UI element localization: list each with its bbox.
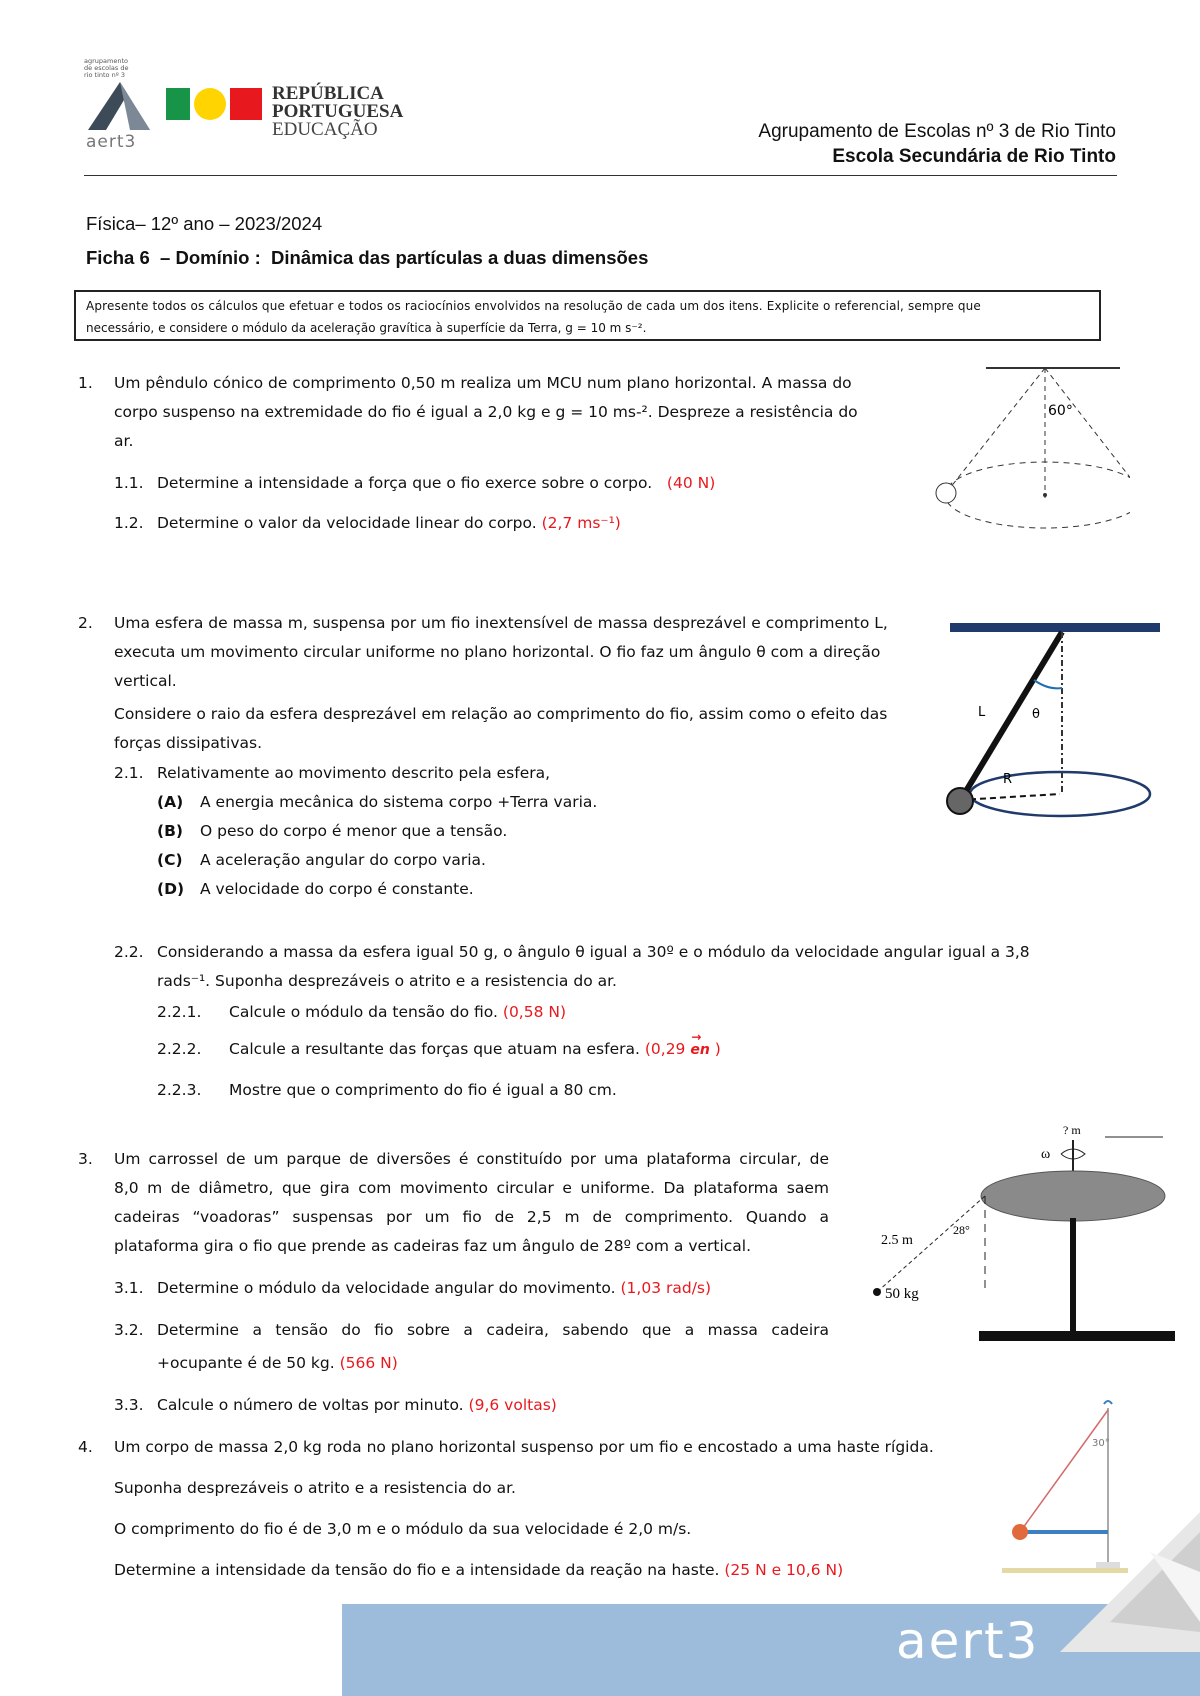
q2-2-2-answer: (0,29 → en ) bbox=[645, 1040, 721, 1058]
q3-line-4: plataforma gira o fio que prende as cadeiras faz um ângulo de 28º com a vertical. bbox=[114, 1237, 752, 1255]
school-logo-icon bbox=[86, 80, 152, 132]
central-pole bbox=[1070, 1218, 1076, 1334]
q2-option-b-text: O peso do corpo é menor que a tensão. bbox=[200, 822, 508, 840]
q2-line-5: forças dissipativas. bbox=[114, 734, 262, 752]
flag-green-block bbox=[166, 88, 190, 120]
center-point bbox=[1043, 493, 1047, 497]
school-name: Escola Secundária de Rio Tinto bbox=[832, 146, 1116, 167]
platform-disk bbox=[981, 1171, 1165, 1221]
q2-line-2: executa um movimento circular uniforme no plano horizontal. O fio faz um ângulo θ com a direção bbox=[114, 643, 881, 661]
republic-flag-mark bbox=[166, 88, 266, 120]
q3-3-text: Calcule o número de voltas por minuto. (9,6 voltas) bbox=[157, 1396, 557, 1414]
orbit-ellipse bbox=[945, 462, 1130, 528]
footer-brand: aert3 bbox=[896, 1612, 1040, 1670]
school-logo bbox=[84, 58, 154, 153]
q3-3-number: 3.3. bbox=[114, 1396, 144, 1414]
q2-option-d-text: A velocidade do corpo é constante. bbox=[200, 880, 474, 898]
course-line: Física– 12º ano – 2023/2024 bbox=[86, 213, 323, 234]
flag-red-block bbox=[230, 88, 262, 120]
q1-1-answer: (40 N) bbox=[666, 474, 716, 492]
base-bar bbox=[979, 1331, 1175, 1341]
fig-theta-label: θ bbox=[1032, 707, 1040, 722]
q2-option-c-text: A aceleração angular do corpo varia. bbox=[200, 851, 486, 869]
q1-figure-angle: 60° bbox=[1048, 403, 1073, 419]
q2-2-2-text: Calcule a resultante das forças que atuam na esfera. (0,29 → en ) bbox=[229, 1035, 721, 1065]
q2-option-c-label: (C) bbox=[157, 851, 183, 869]
sheet-title: Ficha 6 – Domínio : Dinâmica das partículas a duas dimensões bbox=[86, 247, 649, 268]
q2-2-1-answer: (0,58 N) bbox=[502, 1003, 567, 1021]
ball bbox=[1012, 1524, 1028, 1540]
q3-line-3: cadeiras “voadoras” suspensas por um fio de 2,5 m de comprimento. Quando a bbox=[114, 1208, 829, 1226]
q1-1-text: Determine a intensidade a força que o fio exerce sobre o corpo. (40 N) bbox=[157, 474, 716, 492]
q1-2-text: Determine o valor da velocidade linear do corpo. (2,7 ms⁻¹) bbox=[157, 514, 621, 532]
rotation-arrow bbox=[1104, 1401, 1112, 1404]
fig-angle-label: 30° bbox=[1092, 1438, 1110, 1449]
ceiling-bar bbox=[950, 623, 1160, 632]
q2-option-b-label: (B) bbox=[157, 822, 183, 840]
q2-1-text: Relativamente ao movimento descrito pela esfera, bbox=[157, 764, 551, 782]
q1-1-number: 1.1. bbox=[114, 474, 144, 492]
q2-2-1-number: 2.2.1. bbox=[157, 1003, 202, 1021]
fig-angle-label: 28° bbox=[953, 1223, 970, 1237]
q1-2-number: 1.2. bbox=[114, 514, 144, 532]
instructions-line-2: necessário, e considere o módulo da aceleração gravítica à superfície da Terra, g = 10 m s⁻². bbox=[86, 321, 647, 335]
q1-line-3: ar. bbox=[114, 432, 134, 450]
fig-length-label: 2.5 m bbox=[881, 1233, 913, 1248]
q4-answer: (25 N e 10,6 N) bbox=[724, 1561, 844, 1579]
q3-line-2: 8,0 m de diâmetro, que gira com movimento circular e uniforme. Da plataforma saem bbox=[114, 1179, 829, 1197]
q1-line-1: Um pêndulo cónico de comprimento 0,50 m realiza um MCU num plano horizontal. A massa do bbox=[114, 374, 852, 392]
instructions-box bbox=[74, 290, 1101, 341]
q4-line-4: Determine a intensidade da tensão do fio e a intensidade da reação na haste. (25 N e 10,6 N) bbox=[114, 1561, 844, 1579]
q2-line-1: Uma esfera de massa m, suspensa por um fio inextensível de massa desprezável e comprimento L, bbox=[114, 614, 888, 632]
q4-line-2: Suponha desprezáveis o atrito e a resistencia do ar. bbox=[114, 1479, 516, 1497]
q3-1-answer: (1,03 rad/s) bbox=[620, 1279, 712, 1297]
fig-top-label: ? m bbox=[1063, 1123, 1081, 1137]
conical-pendulum-figure bbox=[930, 360, 1130, 540]
fig-length-label: L bbox=[978, 705, 986, 720]
q2-2-2-number: 2.2.2. bbox=[157, 1040, 202, 1058]
header-divider bbox=[84, 175, 1117, 176]
fig-omega-label: ω bbox=[1041, 1147, 1051, 1162]
q2-line-3: vertical. bbox=[114, 672, 177, 690]
q2-2-number: 2.2. bbox=[114, 943, 144, 961]
q3-2-line-1: Determine a tensão do fio sobre a cadeira, sabendo que a massa cadeira bbox=[157, 1321, 829, 1339]
q2-line-4: Considere o raio da esfera desprezável em relação ao comprimento do fio, assim como o efeito das bbox=[114, 705, 888, 723]
q4-number: 4. bbox=[78, 1438, 93, 1456]
string-right bbox=[1045, 368, 1130, 498]
radius-line bbox=[960, 794, 1060, 800]
q2-2-1-text: Calcule o módulo da tensão do fio. (0,58 N) bbox=[229, 1003, 567, 1021]
q3-1-text: Determine o módulo da velocidade angular do movimento. (1,03 rad/s) bbox=[157, 1279, 712, 1297]
q2-option-a-text: A energia mecânica do sistema corpo +Terra varia. bbox=[200, 793, 598, 811]
q1-number: 1. bbox=[78, 374, 93, 392]
q2-2-line-1: Considerando a massa da esfera igual 50 g, o ângulo θ igual a 30º e o módulo da velocidade angular igual a 3,8 bbox=[157, 943, 1030, 961]
q3-2-number: 3.2. bbox=[114, 1321, 144, 1339]
sphere bbox=[947, 788, 973, 814]
q3-1-number: 3.1. bbox=[114, 1279, 144, 1297]
sphere-pendulum-figure bbox=[940, 618, 1162, 818]
q2-option-a-label: (A) bbox=[157, 793, 184, 811]
q4-line-3: O comprimento do fio é de 3,0 m e o módulo da sua velocidade é 2,0 m/s. bbox=[114, 1520, 692, 1538]
angle-arc bbox=[1034, 680, 1062, 688]
q1-line-2: corpo suspenso na extremidade do fio é igual a 2,0 kg e g = 10 ms-². Despreze a resistência do bbox=[114, 403, 858, 421]
carousel-figure bbox=[865, 1122, 1175, 1350]
q1-2-answer: (2,7 ms⁻¹) bbox=[541, 514, 621, 532]
q2-2-3-text: Mostre que o comprimento do fio é igual a 80 cm. bbox=[229, 1081, 617, 1099]
q3-2-answer: (566 N) bbox=[339, 1354, 398, 1372]
q2-2-line-2: rads⁻¹. Suponha desprezáveis o atrito e a resistencia do ar. bbox=[157, 972, 617, 990]
q3-line-1: Um carrossel de um parque de diversões é constituído por uma plataforma circular, de bbox=[114, 1150, 829, 1168]
flag-yellow-circle bbox=[194, 88, 226, 120]
q2-number: 2. bbox=[78, 614, 93, 632]
mass-left bbox=[936, 483, 956, 503]
school-logo-small-text: agrupamento de escolas de rio tinto nº 3 bbox=[84, 57, 129, 79]
q3-number: 3. bbox=[78, 1150, 93, 1168]
unit-vector-arrow-icon: → bbox=[691, 1030, 702, 1044]
q3-2-line-2: +ocupante é de 50 kg. (566 N) bbox=[157, 1354, 398, 1372]
fig-radius-label: R bbox=[1003, 772, 1013, 787]
chair-mass bbox=[873, 1288, 881, 1296]
footer-logo-icon bbox=[1050, 1512, 1200, 1662]
fig-mass-label: 50 kg bbox=[885, 1286, 919, 1302]
unit-vector-en: → en bbox=[690, 1036, 709, 1065]
q4-line-1: Um corpo de massa 2,0 kg roda no plano horizontal suspenso por um fio e encostado a uma haste rígida. bbox=[114, 1438, 934, 1456]
aert-label: aert3 bbox=[86, 132, 137, 152]
school-group-name: Agrupamento de Escolas nº 3 de Rio Tinto bbox=[758, 121, 1116, 142]
instructions-line-1: Apresente todos os cálculos que efetuar e todos os raciocínios envolvidos na resolução de cada um dos itens. Explicite o referencial, sempre que bbox=[86, 299, 981, 313]
q2-2-3-number: 2.2.3. bbox=[157, 1081, 202, 1099]
republic-wordmark: REPÚBLICA PORTUGUESA EDUCAÇÃO bbox=[272, 83, 404, 140]
q3-3-answer: (9,6 voltas) bbox=[468, 1396, 557, 1414]
q2-option-d-label: (D) bbox=[157, 880, 185, 898]
string-left bbox=[946, 368, 1045, 493]
q2-1-number: 2.1. bbox=[114, 764, 144, 782]
